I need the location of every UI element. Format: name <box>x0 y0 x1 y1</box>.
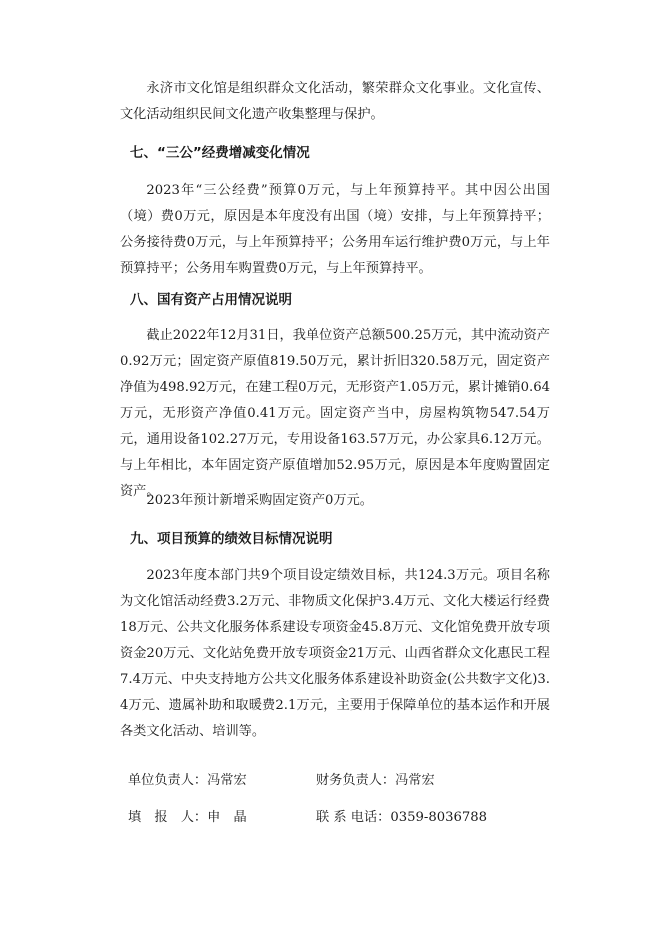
section-8-heading: 八、国有资产占用情况说明 <box>130 292 292 308</box>
unit-head-signature: 单位负责人：冯常宏 <box>128 773 247 788</box>
section-8-paragraph: 截止2022年12月31日，我单位资产总额500.25万元，其中流动资产0.92万元；固定资产原值819.50万元，累计折旧320.58万元，固定资产净值为498.92万元，在建工程0万元，无形资产1.05万元，累计摊销0.64万元，无形资产净值0.41万元。固定资产当中，房屋构筑物547.54万元，通用设备102.27万元，专用设备163.57万元，办公家具6.12万元。与上年相比，本年固定资产原值增加52.95万元，原因是本年度购置固定资产。 <box>120 328 550 499</box>
section-9-heading: 九、项目预算的绩效目标情况说明 <box>130 531 333 547</box>
filler-signature: 填 报 人：申 晶 <box>128 810 247 825</box>
section-9-paragraph: 2023年度本部门共9个项目设定绩效目标，共124.3万元。项目名称为文化馆活动经费3.2万元、非物质文化保护3.4万元、文化大楼运行经费18万元、公共文化服务体系建设专项资金45.8万元、文化馆免费开放专项资金20万元、文化站免费开放专项资金21万元、山西省群众文化惠民工程7.4万元、中央支持地方公共文化服务体系建设补助资金(公共数字文化)3.4万元、遗属补助和取暖费2.1万元，主要用于保障单位的基本运作和开展各类文化活动、培训等。 <box>120 568 550 739</box>
finance-head-signature: 财务负责人：冯常宏 <box>316 773 435 788</box>
section-7-paragraph: 2023年“三公经费”预算0万元，与上年预算持平。其中因公出国（境）费0万元，原因是本年度没有出国（境）安排，与上年预算持平；公务接待费0万元，与上年预算持平；公务用车运行维护费0万元，与上年预算持平；公务用车购置费0万元，与上年预算持平。 <box>120 183 550 276</box>
intro-paragraph: 永济市文化馆是组织群众文化活动，繁荣群众文化事业。文化宣传、文化活动组织民间文化遗产收集整理与保护。 <box>120 81 550 122</box>
contact-phone: 联 系 电话：0359-8036788 <box>316 810 488 825</box>
section-7-heading: 七、“三公”经费增减变化情况 <box>130 145 310 161</box>
section-8-paragraph-2: 2023年预计新增采购固定资产0万元。 <box>146 493 373 508</box>
